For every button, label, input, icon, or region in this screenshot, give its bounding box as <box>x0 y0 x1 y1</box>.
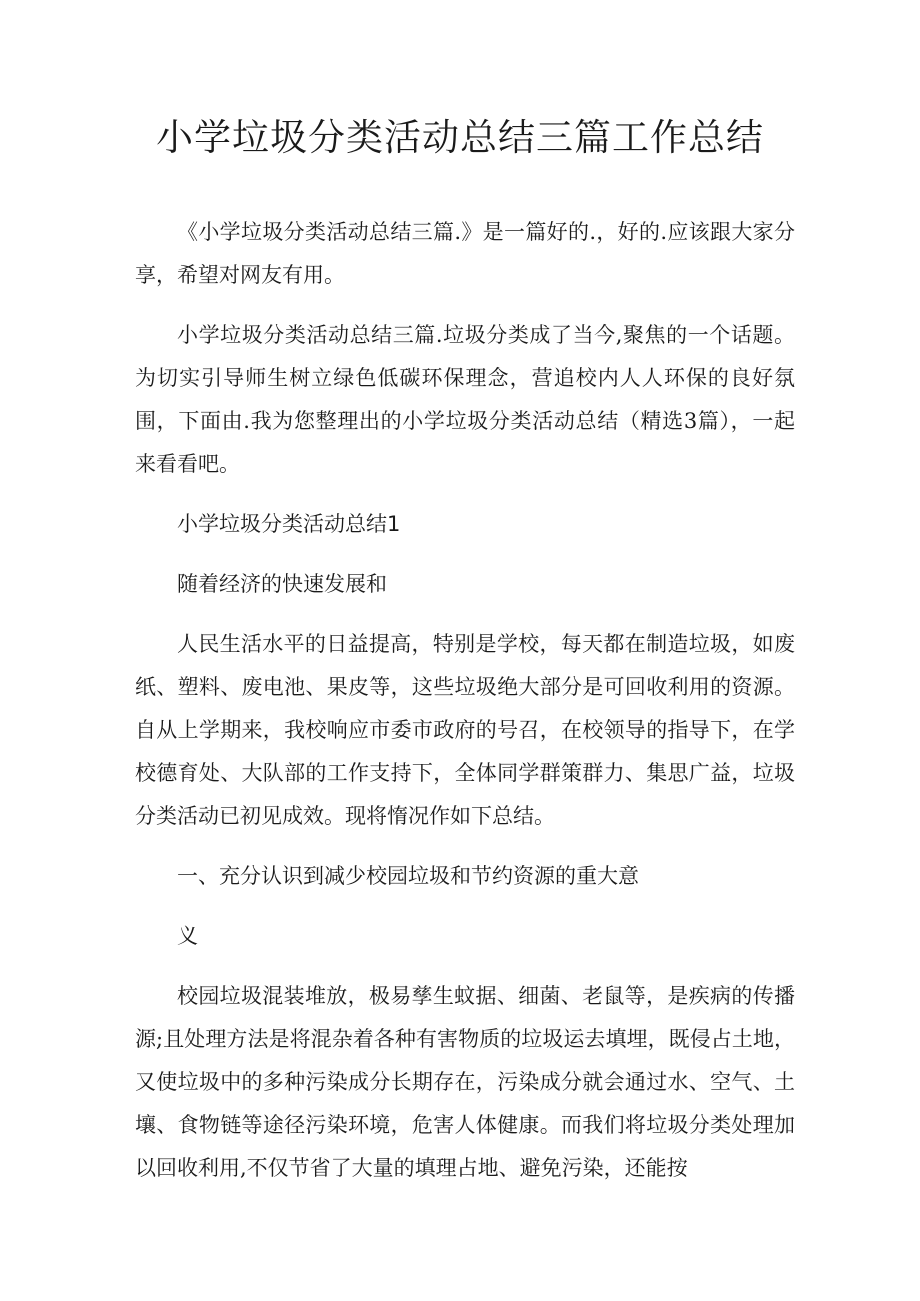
paragraph-fragment: 随着经济的快速发展和 <box>177 572 387 596</box>
paragraph-body-2: 校园垃圾混装堆放，极易孳生蚊据、细菌、老鼠等，是疾病的传播源;且处理方法是将混杂着各种有害物质的垃圾运去填埋，既侵占土地，又使垃圾中的多种污染成分长期存在，污染成分就会通过水、空气、土壤、食物链等途径污染环境，危害人体健康。而我们将垃圾分类处理加以回收利用,不仅节省了大量的填理占地、避免污染，还能按 <box>135 984 795 1180</box>
section-heading-1: 小学垃圾分类活动总结1 <box>177 512 401 536</box>
document-title: 小学垃圾分类活动总结三篇工作总结 <box>156 116 764 159</box>
document-body <box>135 211 795 1190</box>
paragraph-intro: 《小学垃圾分类活动总结三篇.》是一篇好的.，好的.应该跟大家分享，希望对网友有用。 <box>135 220 795 287</box>
subheading-1: 一、充分认识到减少校园垃圾和节约资源的重大意 <box>177 864 639 888</box>
paragraph-body-1: 人民生活水平的日益提高，特别是学校，每天都在制造垃圾，如废纸、塑料、废电池、果皮等，这些垃圾绝大部分是可回收利用的资源。自从上学期来，我校响应市委市政府的号召，在校领导的指导下，在学校德育处、大队部的工作支持下，全体同学群策群力、集思广益，垃圾分类活动已初见成效。现将惰况作如下总结。 <box>135 632 795 828</box>
paragraph-overview: 小学垃圾分类活动总结三篇.垃圾分类成了当今,聚焦的一个话题。为切实引导师生树立绿色低碳环保理念，营追校内人人环保的良好氛围，下面由.我为您整理出的小学垃圾分类活动总结（精选3篇），一起来看看吧。 <box>135 323 795 476</box>
subheading-1-continued: 义 <box>177 924 198 948</box>
